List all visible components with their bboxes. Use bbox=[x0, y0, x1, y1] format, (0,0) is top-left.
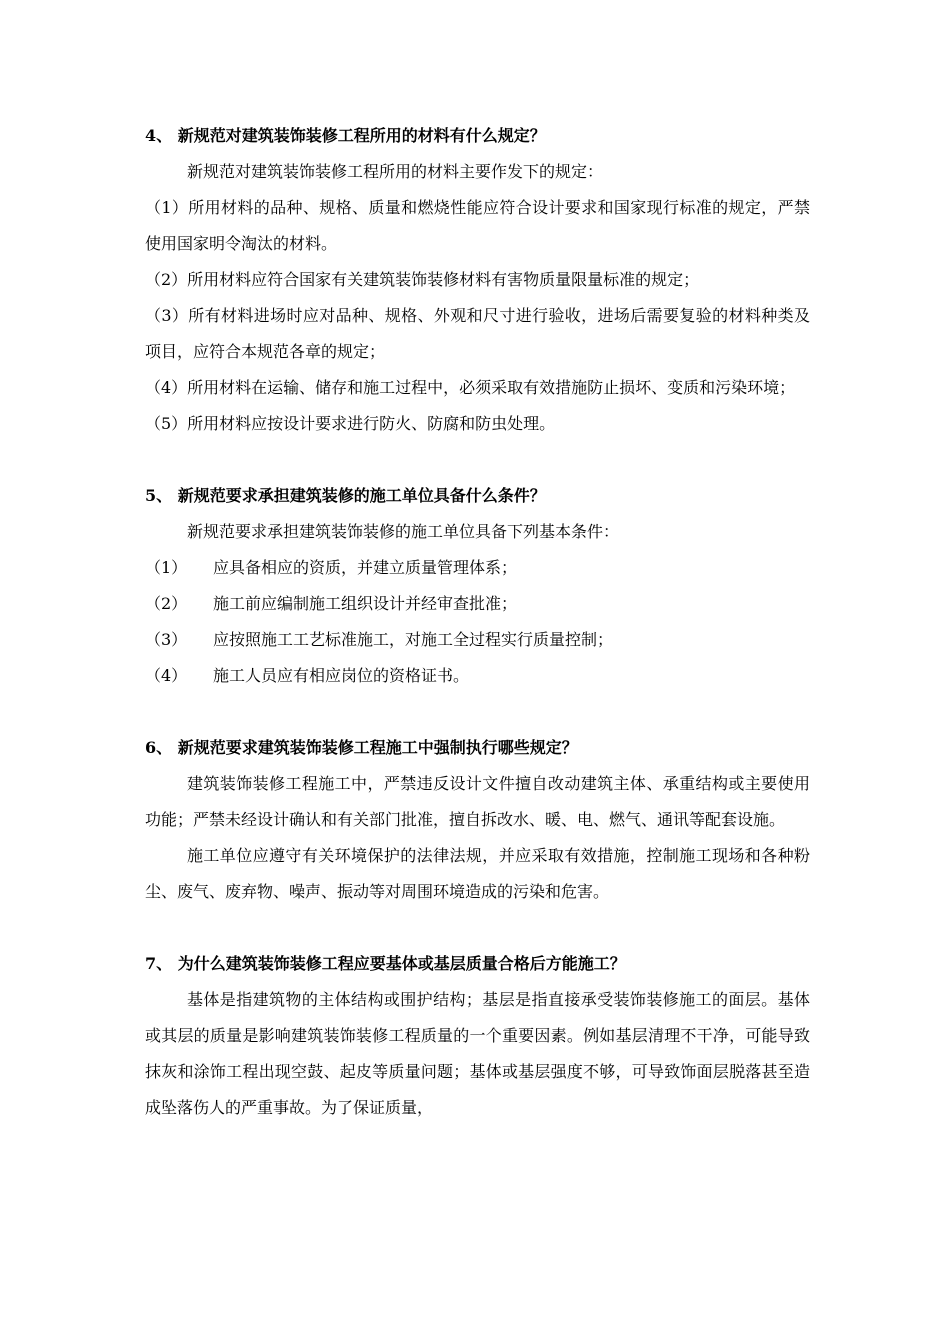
section-4-item-3: （3）所有材料进场时应对品种、规格、外观和尺寸进行验收，进场后需要复验的材料种类及项目，应符合本规范各章的规定； bbox=[145, 306, 810, 361]
section-4-item-2: （2）所用材料应符合国家有关建筑装饰装修材料有害物质量限量标准的规定； bbox=[145, 270, 700, 289]
section-4-heading: 4、 新规范对建筑装饰装修工程所用的材料有什么规定？ bbox=[145, 126, 546, 145]
section-7-heading: 7、 为什么建筑装饰装修工程应要基体或基层质量合格后方能施工？ bbox=[145, 954, 626, 973]
item-number: （2） bbox=[145, 594, 188, 613]
section-5-intro: 新规范要求承担建筑装饰装修的施工单位具备下列基本条件： bbox=[187, 522, 620, 541]
section-4-intro: 新规范对建筑装饰装修工程所用的材料主要作发下的规定： bbox=[187, 162, 604, 181]
section-6-para-1: 建筑装饰装修工程施工中，严禁违反设计文件擅自改动建筑主体、承重结构或主要使用功能；严禁未经设计确认和有关部门批准，擅自拆改水、暖、电、燃气、通讯等配套设施。 bbox=[145, 774, 810, 829]
section-4-item-5: （5）所用材料应按设计要求进行防火、防腐和防虫处理。 bbox=[145, 414, 556, 433]
item-text: 应按照施工工艺标准施工，对施工全过程实行质量控制； bbox=[213, 630, 614, 649]
item-text: 施工人员应有相应岗位的资格证书。 bbox=[213, 666, 470, 685]
item-number: （3） bbox=[145, 630, 188, 649]
item-number: （4） bbox=[145, 666, 188, 685]
section-5-heading: 5、 新规范要求承担建筑装修的施工单位具备什么条件？ bbox=[145, 486, 546, 505]
section-5-item-2 bbox=[145, 586, 810, 622]
section-4-item-4: （4）所用材料在运输、储存和施工过程中，必须采取有效措施防止损坏、变质和污染环境； bbox=[145, 378, 796, 397]
section-spacer bbox=[145, 694, 810, 730]
item-text: 应具备相应的资质，并建立质量管理体系； bbox=[213, 558, 518, 577]
section-spacer bbox=[145, 442, 810, 478]
document-body bbox=[145, 118, 810, 1126]
section-spacer bbox=[145, 910, 810, 946]
section-5-item-4 bbox=[145, 658, 810, 694]
section-7-para-1: 基体是指建筑物的主体结构或围护结构；基层是指直接承受装饰装修施工的面层。基体或其层的质量是影响建筑装饰装修工程质量的一个重要因素。例如基层清理不干净，可能导致抹灰和涂饰工程出现空鼓、起皮等质量问题；基体或基层强度不够，可导致饰面层脱落甚至造成坠落伤人的严重事故。为了保证质量， bbox=[145, 990, 810, 1117]
section-4-item-1: （1）所用材料的品种、规格、质量和燃烧性能应符合设计要求和国家现行标准的规定，严禁使用国家明令淘汰的材料。 bbox=[145, 198, 810, 253]
section-6-heading: 6、 新规范要求建筑装饰装修工程施工中强制执行哪些规定？ bbox=[145, 738, 578, 757]
section-5-item-1 bbox=[145, 550, 810, 586]
section-5-item-3 bbox=[145, 622, 810, 658]
section-6-para-2: 施工单位应遵守有关环境保护的法律法规，并应采取有效措施，控制施工现场和各种粉尘、废气、废弃物、噪声、振动等对周围环境造成的污染和危害。 bbox=[145, 846, 810, 901]
item-number: （1） bbox=[145, 558, 188, 577]
item-text: 施工前应编制施工组织设计并经审查批准； bbox=[213, 594, 518, 613]
